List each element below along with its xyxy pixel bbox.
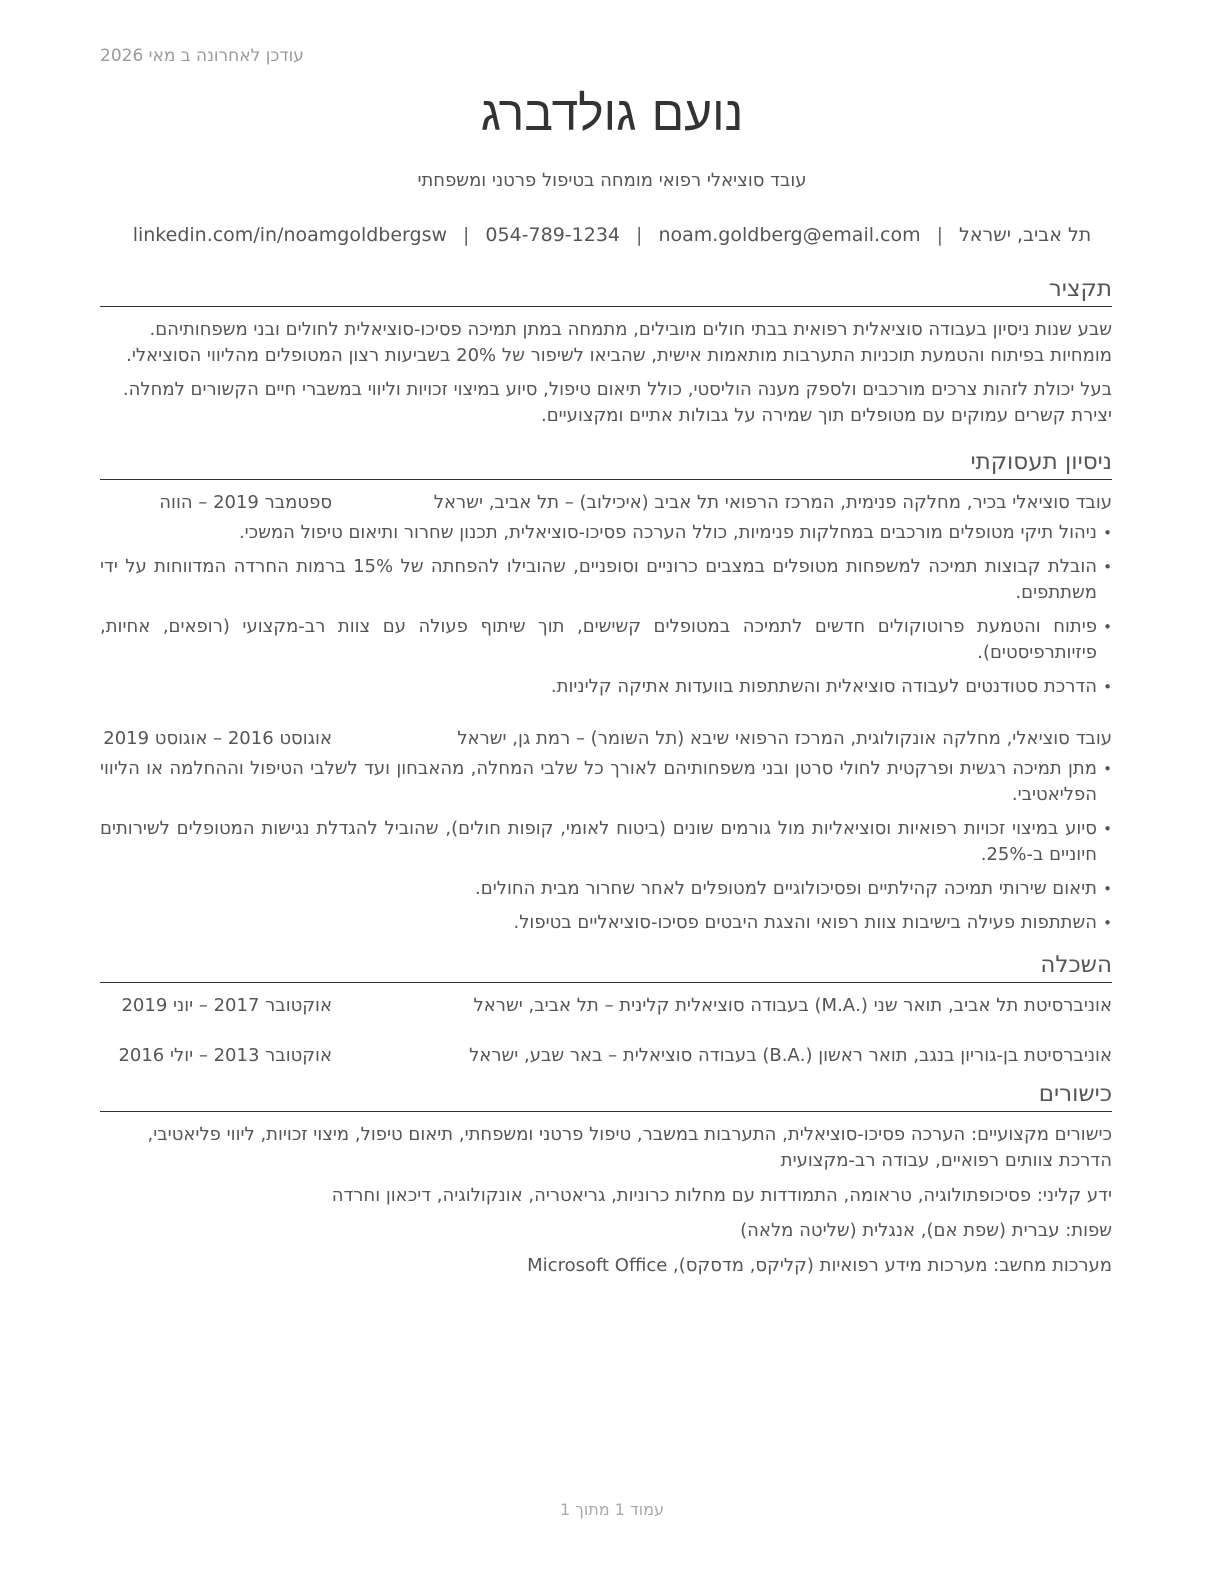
job-bullets — [100, 520, 1112, 700]
contact-phone[interactable]: 054-789-1234 — [485, 224, 621, 246]
education-text: אוניברסיטת בן-גוריון בנגב, תואר ראשון (.B.A) בעבודה סוציאלית – באר שבע, ישראל — [469, 1045, 1112, 1066]
skill-line: שפות: עברית (שפת אם), אנגלית (שליטה מלאה) — [740, 1220, 1112, 1241]
job-header — [100, 726, 1112, 752]
education-dates: אוקטובר 2013 – יולי 2016 — [118, 1045, 332, 1066]
contact-separator: | — [463, 224, 470, 246]
skills-heading: כישורים — [100, 1077, 1112, 1112]
experience-heading: ניסיון תעסוקתי — [100, 445, 1112, 480]
job-title: עובד סוציאלי בכיר, מחלקה פנימית, המרכז הרפואי תל אביב (איכילוב) – תל אביב, ישראל — [433, 492, 1112, 513]
candidate-name: נועם גולדברג — [480, 86, 744, 142]
job-bullet: • השתתפות פעילה בישיבות צוות רפואי והצגת היבטים פסיכו-סוציאליים בטיפול. — [100, 910, 1097, 936]
skill-line: ידע קליני: פסיכופתולוגיה, טראומה, התמודדות עם מחלות כרוניות, גריאטריה, אונקולוגיה, דיכאון וחרדה — [331, 1185, 1112, 1206]
education-text: אוניברסיטת תל אביב, תואר שני (.M.A) בעבודה סוציאלית קלינית – תל אביב, ישראל — [473, 995, 1112, 1016]
job-dates: אוגוסט 2016 – אוגוסט 2019 — [103, 728, 332, 749]
skill-line: מערכות מחשב: מערכות מידע רפואיות (קליקס, מדסקס), Microsoft Office — [527, 1255, 1112, 1276]
education-heading: השכלה — [100, 948, 1112, 983]
summary-paragraph: שבע שנות ניסיון בעבודה סוציאלית רפואית בבתי חולים מובילים, מתמחה במתן תמיכה פסיכו-סוציאלית לחולים ובני משפחותיהם. מומחיות בפיתוח והטמעת תוכניות התערבות מותאמות אישית, שהביאו לשיפור של 20% בשביעות רצון המטופלים מהליווי הסוציאלי. — [126, 319, 1112, 366]
job-bullet: • פיתוח והטמעת פרוטוקולים חדשים לתמיכה במטופלים קשישים, תוך שיתוף פעולה עם צוות רב-מקצועי (רופאים, אחיות, פיזיותרפיסטים). — [100, 614, 1097, 666]
contact-separator: | — [636, 224, 643, 246]
job-bullet: • הובלת קבוצות תמיכה למשפחות מטופלים במצבים כרוניים וסופניים, שהובילו להפחתה של 15% ברמות החרדה המדווחות על ידי משתתפים. — [100, 554, 1097, 606]
summary-heading: תקציר — [100, 272, 1112, 307]
job-bullet: • מתן תמיכה רגשית ופרקטית לחולי סרטן ובני משפחותיהם לאורך כל שלבי המחלה, מהאבחון ועד לשלבי הטיפול וההחלמה או הליווי הפליאטיבי. — [100, 756, 1097, 808]
contact-line — [0, 224, 1224, 246]
contact-linkedin[interactable]: linkedin.com/in/noamgoldbergsw — [132, 224, 448, 246]
contact-location: תל אביב, ישראל — [959, 224, 1092, 246]
page-number: עמוד 1 מתוך 1 — [560, 1500, 664, 1519]
job-bullets — [100, 756, 1112, 936]
education-item — [100, 1043, 1112, 1069]
job-dates: ספטמבר 2019 – הווה — [159, 492, 332, 513]
education-dates: אוקטובר 2017 – יוני 2019 — [121, 995, 332, 1016]
job-bullet: • תיאום שירותי תמיכה קהילתיים ופסיכולוגיים למטופלים לאחר שחרור מבית החולים. — [100, 876, 1097, 902]
job-bullet: • הדרכת סטודנטים לעבודה סוציאלית והשתתפות בוועדות אתיקה קליניות. — [100, 674, 1097, 700]
resume-body — [100, 272, 1112, 1288]
job-bullet: • ניהול תיקי מטופלים מורכבים במחלקות פנימיות, כולל הערכה פסיכו-סוציאלית, תכנון שחרור ותיאום טיפול המשכי. — [100, 520, 1097, 546]
summary-paragraph: בעל יכולת לזהות צרכים מורכבים ולספק מענה הוליסטי, כולל תיאום טיפול, סיוע במיצוי זכויות וליווי במשברי חיים הקשורים למחלה. יצירת קשרים עמוקים עם מטופלים תוך שמירה על גבולות אתיים ומקצועיים. — [122, 379, 1112, 426]
contact-email[interactable]: noam.goldberg@email.com — [658, 224, 921, 246]
tagline: עובד סוציאלי רפואי מומחה בטיפול פרטני ומשפחתי — [417, 170, 807, 191]
job-title: עובד סוציאלי, מחלקה אונקולוגית, המרכז הרפואי שיבא (תל השומר) – רמת גן, ישראל — [457, 728, 1112, 749]
last-updated: עודכן לאחרונה ב מאי 2026 — [100, 46, 304, 66]
job-header — [100, 490, 1112, 516]
skill-line: כישורים מקצועיים: הערכה פסיכו-סוציאלית, התערבות במשבר, טיפול פרטני ומשפחתי, תיאום טיפול, מיצוי זכויות, ליווי פליאטיבי, הדרכת צוותים רפואיים, עבודה רב-מקצועית — [147, 1124, 1112, 1171]
contact-separator: | — [936, 224, 944, 246]
education-item — [100, 993, 1112, 1019]
job-bullet: • סיוע במיצוי זכויות רפואיות וסוציאליות מול גורמים שונים (ביטוח לאומי, קופות חולים), שהוביל להגדלת נגישות המטופלים לשירותים חיוניים ב-25%. — [100, 816, 1097, 868]
